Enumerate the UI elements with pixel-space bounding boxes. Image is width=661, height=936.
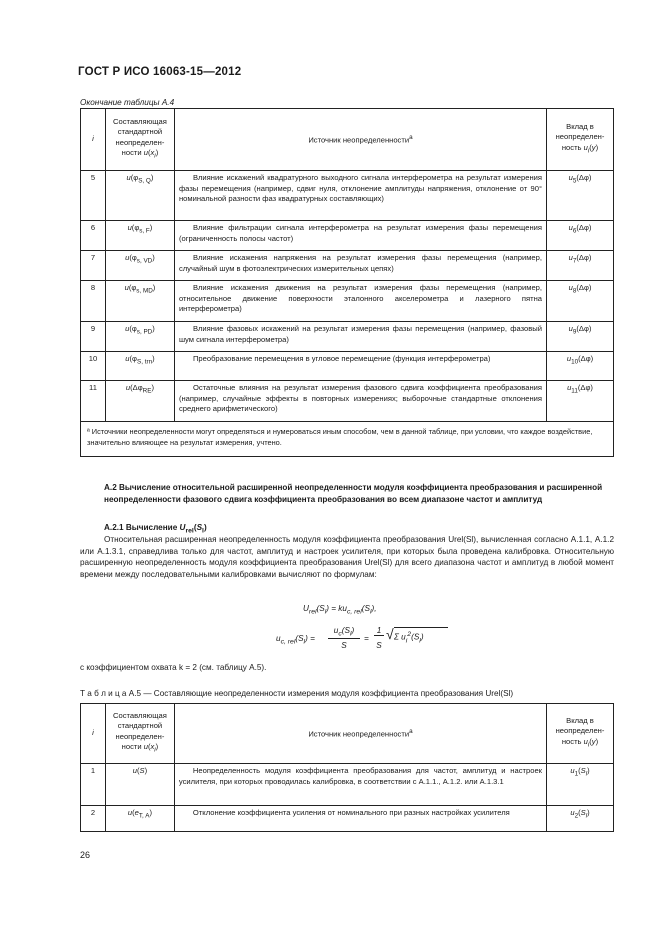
table-row — [81, 251, 614, 281]
table-row — [81, 221, 614, 251]
row-component: $u(e_{T, A})$ — [105, 806, 174, 832]
row-component: $u(\varphi_{s, VD})$ — [105, 251, 174, 281]
section-a21-title: А.2.1 Вычисление $U_{rel}(S_l)$ — [104, 523, 207, 535]
section-a2-title: А.2 Вычисление относительной расширенной неопределенности модуля коэффициента преобразования и расширенной неопределенности фазового сдвига коэффициента преобразования во всем диапазоне частот и амплитуд — [104, 483, 603, 504]
row-source: Отклонение коэффициента усиления от номинального при разных настройках усилителя — [174, 806, 546, 832]
table-a5 — [80, 703, 614, 832]
row-component: $u(\varphi_{s, MD})$ — [105, 281, 174, 322]
head-component: Составляющая стандартной неопределен-ности $u(x_i)$ — [105, 109, 174, 171]
table-row — [81, 806, 614, 832]
document-header: ГОСТ Р ИСО 16063-15—2012 — [78, 66, 242, 78]
coverage-text: с коэффициентом охвата k = 2 (см. таблицу А.5). — [80, 663, 267, 672]
row-source: Неопределенность модуля коэффициента преобразования для частот, амплитуд и настроек усилителя, при которых проводилась калибровка, в соответствии с А.1.1., А.1.2. или А.1.3.1 — [174, 764, 546, 806]
row-index: 5 — [81, 171, 106, 221]
row-contrib: $u_7(\Delta\varphi)$ — [547, 251, 614, 281]
row-component: $u(\varphi_{S, trn})$ — [105, 352, 174, 381]
head-contrib: Вклад в неопределен-ность $u_i(y)$ — [547, 704, 614, 764]
row-index: 10 — [81, 352, 106, 381]
row-component: $u(\varphi_{S, Q})$ — [105, 171, 174, 221]
head-source: Источник неопределенности$^a$ — [174, 704, 546, 764]
head-i: i — [92, 728, 94, 738]
row-contrib: $u_9(\Delta\varphi)$ — [547, 322, 614, 352]
page-number: 26 — [80, 850, 91, 860]
row-index: 2 — [81, 806, 106, 832]
row-source: Влияние искажений квадратурного выходного сигнала интерферометра на результат измерения фазы перемещения (например, сдвиг нуля, отклонение амплитуды напряжения, отклонение от 90° номинальной разности фаз квадратурных составляющих) — [174, 171, 546, 221]
row-source: Влияние искажения движения на результат измерения фазы перемещения (например, относительное движение поверхности эталонного акселерометра и лазерного пятна интерферометра) — [174, 281, 546, 322]
head-i: i — [92, 134, 94, 144]
table-row — [81, 322, 614, 352]
row-index: 9 — [81, 322, 106, 352]
row-contrib: $u_6(\Delta\varphi)$ — [547, 221, 614, 251]
table-a4-caption: Окончание таблицы А.4 — [80, 98, 175, 107]
row-contrib: $u_8(\Delta\varphi)$ — [547, 281, 614, 322]
row-contrib: $u_2(S_l)$ — [547, 806, 614, 832]
row-component: $u(\varphi_{s, F})$ — [105, 221, 174, 251]
row-index: 1 — [81, 764, 106, 806]
row-source: Влияние фазовых искажений на результат измерения фазы перемещения (например, фазовый шум сигнала интерферометра) — [174, 322, 546, 352]
table-footnote: ª Источники неопределенности могут определяться и нумероваться иным способом, чем в данной таблице, при условии, что каждое воздействие, значительно влияющее на результат измерения, учтено. — [81, 422, 614, 457]
row-source: Влияние искажения напряжения на результат измерения фазы перемещения (например, случайный шум в фотоэлектрических измерительных цепях) — [174, 251, 546, 281]
row-component: u(S) — [105, 764, 174, 806]
row-contrib: $u_{10}(\Delta\varphi)$ — [547, 352, 614, 381]
equation-2: $u_{c, rel}(S_l)$ = $u_c(S_l)$ S = 1 S √ Σ $u_i^2(S_l)$ — [276, 626, 446, 656]
table-a5-caption: Т а б л и ц а А.5 — Составляющие неопределенности измерения модуля коэффициента преобразования Urel(Sl) — [80, 689, 514, 698]
row-index: 8 — [81, 281, 106, 322]
row-index: 6 — [81, 221, 106, 251]
table-row — [81, 381, 614, 422]
equation-1: $U_{rel}(S_l) = ku_{c, rel}(S_l)$, — [303, 604, 377, 616]
section-a21-paragraph: Относительная расширенная неопределенность модуля коэффициента преобразования Urel(Sl), вычисленная согласно А.1.1, А.1.2 или А.1.3.1, справедлива только для частот, амплитуд и настроек усилителя, при которых была проведена калибровка. Относительную расширенную неопределенность модуля коэффициента преобразования Urel(Sl) для всего диапазона частот и амплитуд в любой момент времени между последовательными калибровками вычисляют по формулам: — [80, 535, 614, 579]
row-index: 11 — [81, 381, 106, 422]
row-contrib: $u_{11}(\Delta\varphi)$ — [547, 381, 614, 422]
head-component: Составляющая стандартной неопределен-ности $u(x_i)$ — [105, 704, 174, 764]
table-row — [81, 171, 614, 221]
row-source: Влияние фильтрации сигнала интерферометра на результат измерения фазы перемещения (ограниченность полосы частот) — [174, 221, 546, 251]
row-contrib: $u_5(\Delta\varphi)$ — [547, 171, 614, 221]
row-source: Преобразование перемещения в угловое перемещение (функция интерферометра) — [174, 352, 546, 381]
row-component: $u(\Delta\varphi_{RE})$ — [105, 381, 174, 422]
head-contrib: Вклад в неопределен-ность $u_i(y)$ — [547, 109, 614, 171]
table-row — [81, 281, 614, 322]
row-component: $u(\varphi_{s, PD})$ — [105, 322, 174, 352]
table-row — [81, 352, 614, 381]
head-source: Источник неопределенности$^a$ — [174, 109, 546, 171]
table-row — [81, 764, 614, 806]
row-contrib: $u_1(S_l)$ — [547, 764, 614, 806]
row-index: 7 — [81, 251, 106, 281]
row-source: Остаточные влияния на результат измерения фазового сдвига коэффициента преобразования (например, случайные эффекты в повторных измерениях; выборочные стандартные отклонения среднего арифметического) — [174, 381, 546, 422]
table-a4 — [80, 108, 614, 457]
